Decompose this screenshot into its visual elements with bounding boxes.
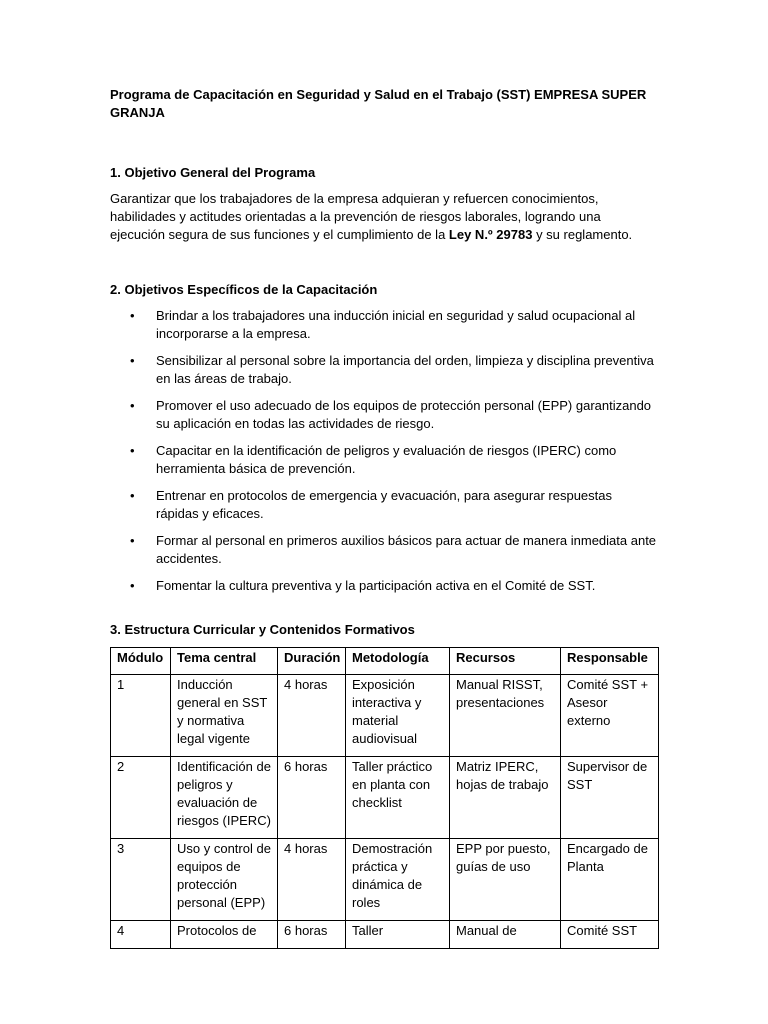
cell-modulo: 2: [111, 757, 171, 839]
bullet-icon: •: [130, 578, 135, 593]
cell-tema: Protocolos de: [171, 921, 278, 949]
cell-modulo: 4: [111, 921, 171, 949]
cell-recursos: Matriz IPERC, hojas de trabajo: [450, 757, 561, 839]
cell-responsable: Comité SST + Asesor externo: [561, 675, 659, 757]
list-item: [110, 532, 658, 568]
cell-modulo: 3: [111, 839, 171, 921]
cell-responsable: Comité SST: [561, 921, 659, 949]
cell-metodologia: Taller: [346, 921, 450, 949]
list-item: [110, 577, 658, 595]
table-row: [111, 921, 659, 949]
bullet-icon: •: [130, 533, 135, 548]
header-duracion: Duración: [278, 648, 346, 675]
cell-metodologia: Exposición interactiva y material audiovisual: [346, 675, 450, 757]
cell-recursos: Manual RISST, presentaciones: [450, 675, 561, 757]
law-reference: Ley N.º 29783: [448, 227, 533, 242]
cell-metodologia: Taller práctico en planta con checklist: [346, 757, 450, 839]
cell-responsable: Supervisor de SST: [561, 757, 659, 839]
cell-duracion: 4 horas: [278, 675, 346, 757]
cell-recursos: Manual de: [450, 921, 561, 949]
header-metodologia: Metodología: [346, 648, 450, 675]
cell-responsable: Encargado de Planta: [561, 839, 659, 921]
header-responsable: Responsable: [561, 648, 659, 675]
list-item-text: Brindar a los trabajadores una inducción inicial en seguridad y salud ocupacional al incorporarse a la empresa.: [156, 308, 636, 341]
cell-tema: Uso y control de equipos de protección personal (EPP): [171, 839, 278, 921]
section-2-heading: 2. Objetivos Específicos de la Capacitación: [110, 282, 378, 297]
table-row: [111, 757, 659, 839]
cell-tema: Identificación de peligros y evaluación de riesgos (IPERC): [171, 757, 278, 839]
cell-recursos: EPP por puesto, guías de uso: [450, 839, 561, 921]
list-item: [110, 352, 658, 388]
cell-modulo: 1: [111, 675, 171, 757]
bullet-icon: •: [130, 443, 135, 458]
section-1-text-after: y su reglamento.: [532, 227, 633, 242]
cell-tema: Inducción general en SST y normativa legal vigente: [171, 675, 278, 757]
list-item-text: Formar al personal en primeros auxilios básicos para actuar de manera inmediata ante accidentes.: [156, 533, 657, 566]
header-modulo: Módulo: [111, 648, 171, 675]
list-item-text: Capacitar en la identificación de peligros y evaluación de riesgos (IPERC) como herramienta básica de prevención.: [156, 443, 617, 476]
section-3-heading: 3. Estructura Curricular y Contenidos Formativos: [110, 622, 415, 637]
document-title: Programa de Capacitación en Seguridad y Salud en el Trabajo (SST) EMPRESA SUPER GRANJA: [110, 87, 647, 120]
bullet-icon: •: [130, 308, 135, 323]
table-row: [111, 839, 659, 921]
header-recursos: Recursos: [450, 648, 561, 675]
list-item-text: Entrenar en protocolos de emergencia y evacuación, para asegurar respuestas rápidas y eficaces.: [156, 488, 612, 521]
list-item: [110, 397, 658, 433]
list-item-text: Fomentar la cultura preventiva y la participación activa en el Comité de SST.: [156, 578, 596, 593]
cell-duracion: 6 horas: [278, 921, 346, 949]
cell-duracion: 6 horas: [278, 757, 346, 839]
list-item-text: Promover el uso adecuado de los equipos de protección personal (EPP) garantizando su aplicación en todas las actividades de riesgo.: [156, 398, 652, 431]
list-item-text: Sensibilizar al personal sobre la importancia del orden, limpieza y disciplina preventiva en las áreas de trabajo.: [156, 353, 654, 386]
bullet-icon: •: [130, 353, 135, 368]
section-1-heading: 1. Objetivo General del Programa: [110, 165, 316, 180]
section-1-text-before: Garantizar que los trabajadores de la empresa adquieran y refuercen conocimientos, habilidades y actitudes orientadas a la prevención de riesgos laborales, logrando una ejecución segura de sus funciones y el cumplimiento de la: [110, 191, 601, 242]
list-item: [110, 307, 658, 343]
cell-metodologia: Demostración práctica y dinámica de roles: [346, 839, 450, 921]
objectives-list: [110, 307, 658, 595]
bullet-icon: •: [130, 488, 135, 503]
table-row: [111, 675, 659, 757]
section-1-paragraph: [110, 190, 658, 244]
header-tema-central: Tema central: [171, 648, 278, 675]
cell-duracion: 4 horas: [278, 839, 346, 921]
bullet-icon: •: [130, 398, 135, 413]
list-item: [110, 442, 658, 478]
curriculum-table: [110, 647, 659, 949]
table-header-row: [111, 648, 659, 675]
list-item: [110, 487, 658, 523]
